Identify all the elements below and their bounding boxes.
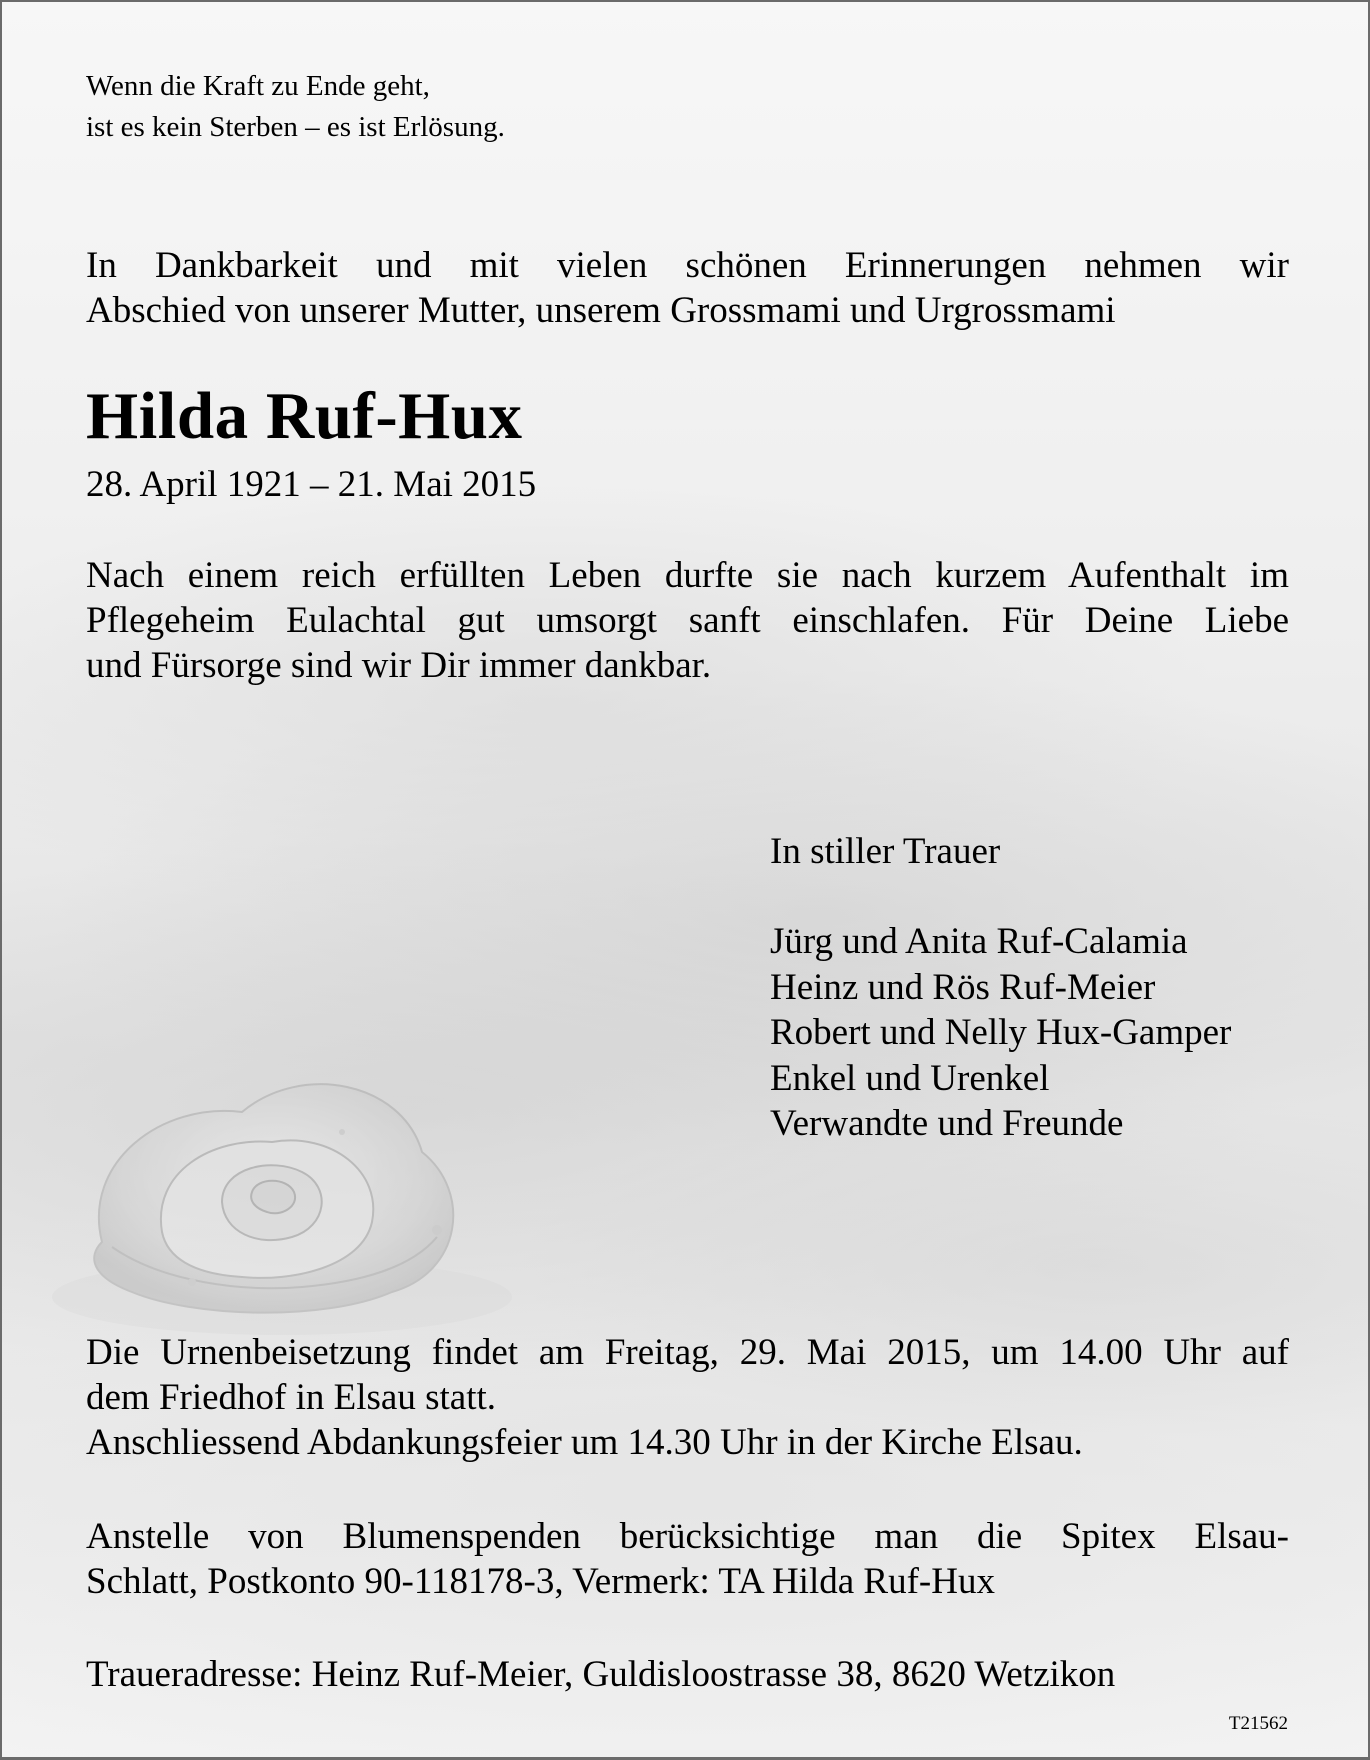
mourning-heading: In stiller Trauer: [770, 831, 1001, 872]
burial-line: Die Urnenbeisetzung findet am Freitag, 29. Mai 2015, um 14.00 Uhr auf: [86, 1332, 1289, 1373]
biography-paragraph: [86, 553, 1289, 688]
ad-code: T21562: [1228, 1713, 1288, 1734]
mourning-address: Traueradresse: Heinz Ruf-Meier, Guldisloostrasse 38, 8620 Wetzikon: [86, 1654, 1116, 1695]
intro-line: In Dankbarkeit und mit vielen schönen Erinnerungen nehmen wir: [86, 245, 1289, 286]
mourner-name: Heinz und Rös Ruf-Meier: [770, 966, 1156, 1008]
mourner-name: Verwandte und Freunde: [770, 1103, 1124, 1144]
donation-line: Schlatt, Postkonto 90-118178-3, Vermerk: TA Hilda Ruf-Hux: [86, 1561, 995, 1602]
mourner-name: Jürg und Anita Ruf-Calamia: [770, 921, 1188, 962]
biography-line: Nach einem reich erfüllten Leben durfte sie nach kurzem Aufenthalt im: [86, 555, 1289, 596]
intro-paragraph: [86, 243, 1289, 333]
rose-icon: [42, 1042, 512, 1342]
burial-line: Anschliessend Abdankungsfeier um 14.30 Uhr in der Kirche Elsau.: [86, 1422, 1083, 1463]
intro-line: Abschied von unserer Mutter, unserem Grossmami und Urgrossmami: [86, 290, 1116, 331]
motto-line: Wenn die Kraft zu Ende geht,: [86, 70, 430, 102]
mourner-name: Enkel und Urenkel: [770, 1057, 1050, 1099]
donation-paragraph: [86, 1514, 1289, 1604]
motto-line: ist es kein Sterben – es ist Erlösung.: [86, 111, 505, 143]
donation-line: Anstelle von Blumenspenden berücksichtige man die Spitex Elsau-: [86, 1516, 1289, 1557]
burial-line: dem Friedhof in Elsau statt.: [86, 1377, 497, 1418]
burial-paragraph: [86, 1330, 1289, 1465]
deceased-name: Hilda Ruf-Hux: [86, 379, 523, 453]
motto-verse: [86, 66, 505, 148]
life-dates: 28. April 1921 – 21. Mai 2015: [86, 464, 537, 505]
mourners-list: [770, 919, 1231, 1147]
mourner-name: Robert und Nelly Hux-Gamper: [770, 1012, 1232, 1053]
biography-line: Pflegeheim Eulachtal gut umsorgt sanft einschlafen. Für Deine Liebe: [86, 600, 1289, 641]
biography-line: und Fürsorge sind wir Dir immer dankbar.: [86, 645, 712, 686]
